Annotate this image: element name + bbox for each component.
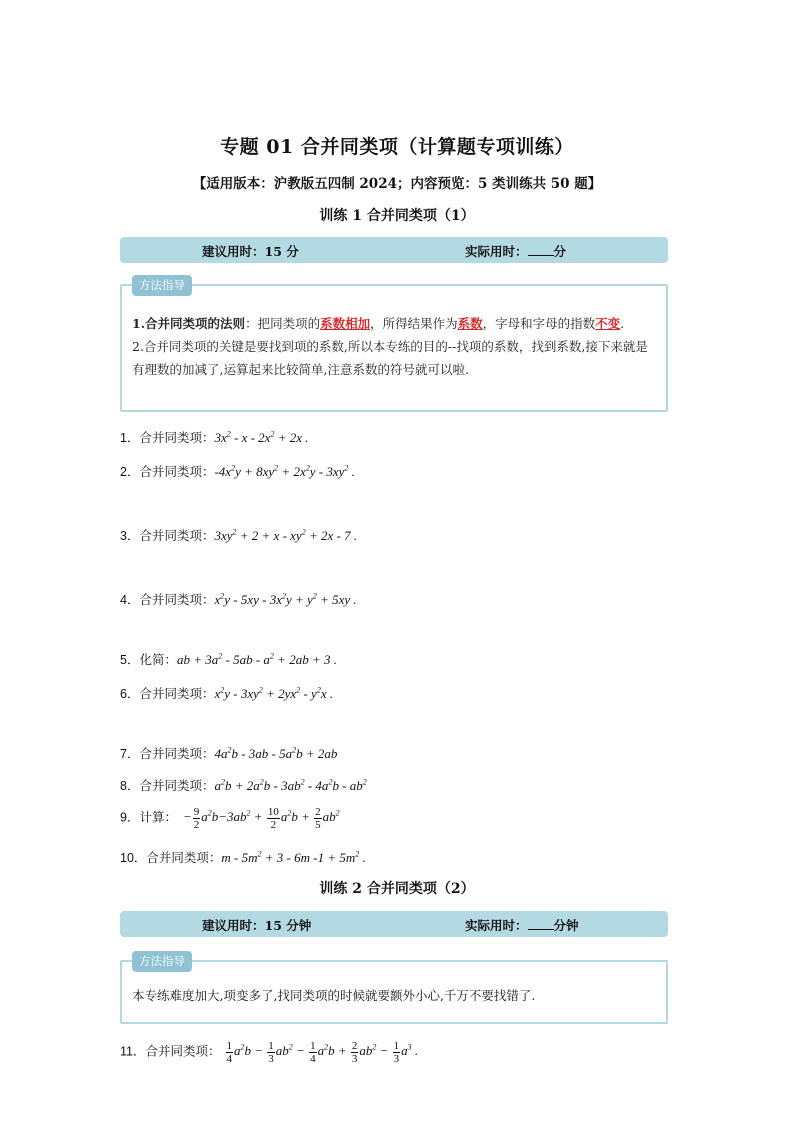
actual-time: 实际用时： 分钟	[465, 918, 579, 933]
section-1-heading: 训练 1 合并同类项（1）	[319, 208, 475, 224]
question-1: 1．合并同类项：$3x^2 - x - 2x^2 + 2x$ .	[120, 429, 309, 445]
question-6: 6．合并同类项：$x^2y - 3xy^2 + 2yx^2 - y^2x$ .	[120, 685, 334, 701]
method-text	[132, 312, 656, 381]
method-rule-2: 2.合并同类项的关键是要找到项的系数,所以本专练的目的--找项的系数，找到系数,接下来就是有理数的加减了,运算起来比较简单,注意系数的符号就可以啦.	[132, 339, 648, 377]
suggested-time: 建议用时：15 分	[202, 244, 299, 259]
question-10: 10．合并同类项：$m - 5m^2 + 3 - 6m$ $-1 + 5m^2$ .	[120, 849, 366, 865]
method-tag: 方法指导	[132, 275, 192, 296]
question-2: 2．合并同类项：$-4x^2y + 8xy^2 + 2x^2y - 3xy^2$ .	[120, 463, 355, 479]
question-4: 4．合并同类项：$x^2y - 5xy - 3x^2y + y^2 + 5xy$ .	[120, 591, 357, 607]
document-title: 专题 01 合并同类项（计算题专项训练）	[220, 136, 574, 158]
suggested-time: 建议用时：15 分钟	[202, 918, 312, 933]
section-1-method-box	[120, 278, 668, 412]
method-text: 本专练难度加大,项变多了,找同类项的时候就要额外小心,千万不要找错了.	[132, 988, 536, 1003]
method-tag: 方法指导	[132, 951, 192, 972]
actual-time-blank[interactable]	[528, 243, 554, 256]
question-11: 11．合并同类项： $\frac{1}{4}$ $a^2b$ − $\frac{1}{3}$ $ab^2$ − $\frac{1}{4}$ $a^2b$ + $\frac{2}{3}$ $ab^2$ − $\frac{1}{3}$ $a^3$ .	[120, 1040, 419, 1065]
actual-time-blank[interactable]	[528, 917, 554, 930]
section-1-time-bar	[120, 237, 668, 263]
question-9: 9．计算： − $\frac{9}{2}$ $a^2b-3ab^2$ + $\frac{10}{2}$ $a^2b$ + $\frac{2}{5}$ $ab^2$	[120, 806, 340, 831]
section-2-time-bar	[120, 911, 668, 937]
question-3: 3．合并同类项：$3xy^2 + 2 + x - xy^2 + 2x - 7$ .	[120, 527, 358, 543]
document-subtitle: 【适用版本：沪教版五四制 2024；内容预览：5 类训练共 50 题】	[192, 176, 602, 192]
question-7: 7．合并同类项：$4a^2b - 3ab - 5a^2b + 2ab$	[120, 745, 338, 761]
actual-time: 实际用时： 分	[465, 244, 567, 259]
question-5: 5．化简：ab + $3a^2 - 5ab - a^2 + 2ab + 3$ .	[120, 651, 337, 667]
method-rule-1: 1.合并同类项的法则：把同类项的系数相加，所得结果作为系数，字母和字母的指数不变.	[132, 316, 625, 331]
question-8: 8．合并同类项：$a^2b + 2a^2b - 3ab^2 - 4a^2b - ab^2$	[120, 777, 367, 793]
section-2-heading: 训练 2 合并同类项（2）	[319, 881, 475, 897]
section-2-method-box	[120, 954, 668, 1024]
